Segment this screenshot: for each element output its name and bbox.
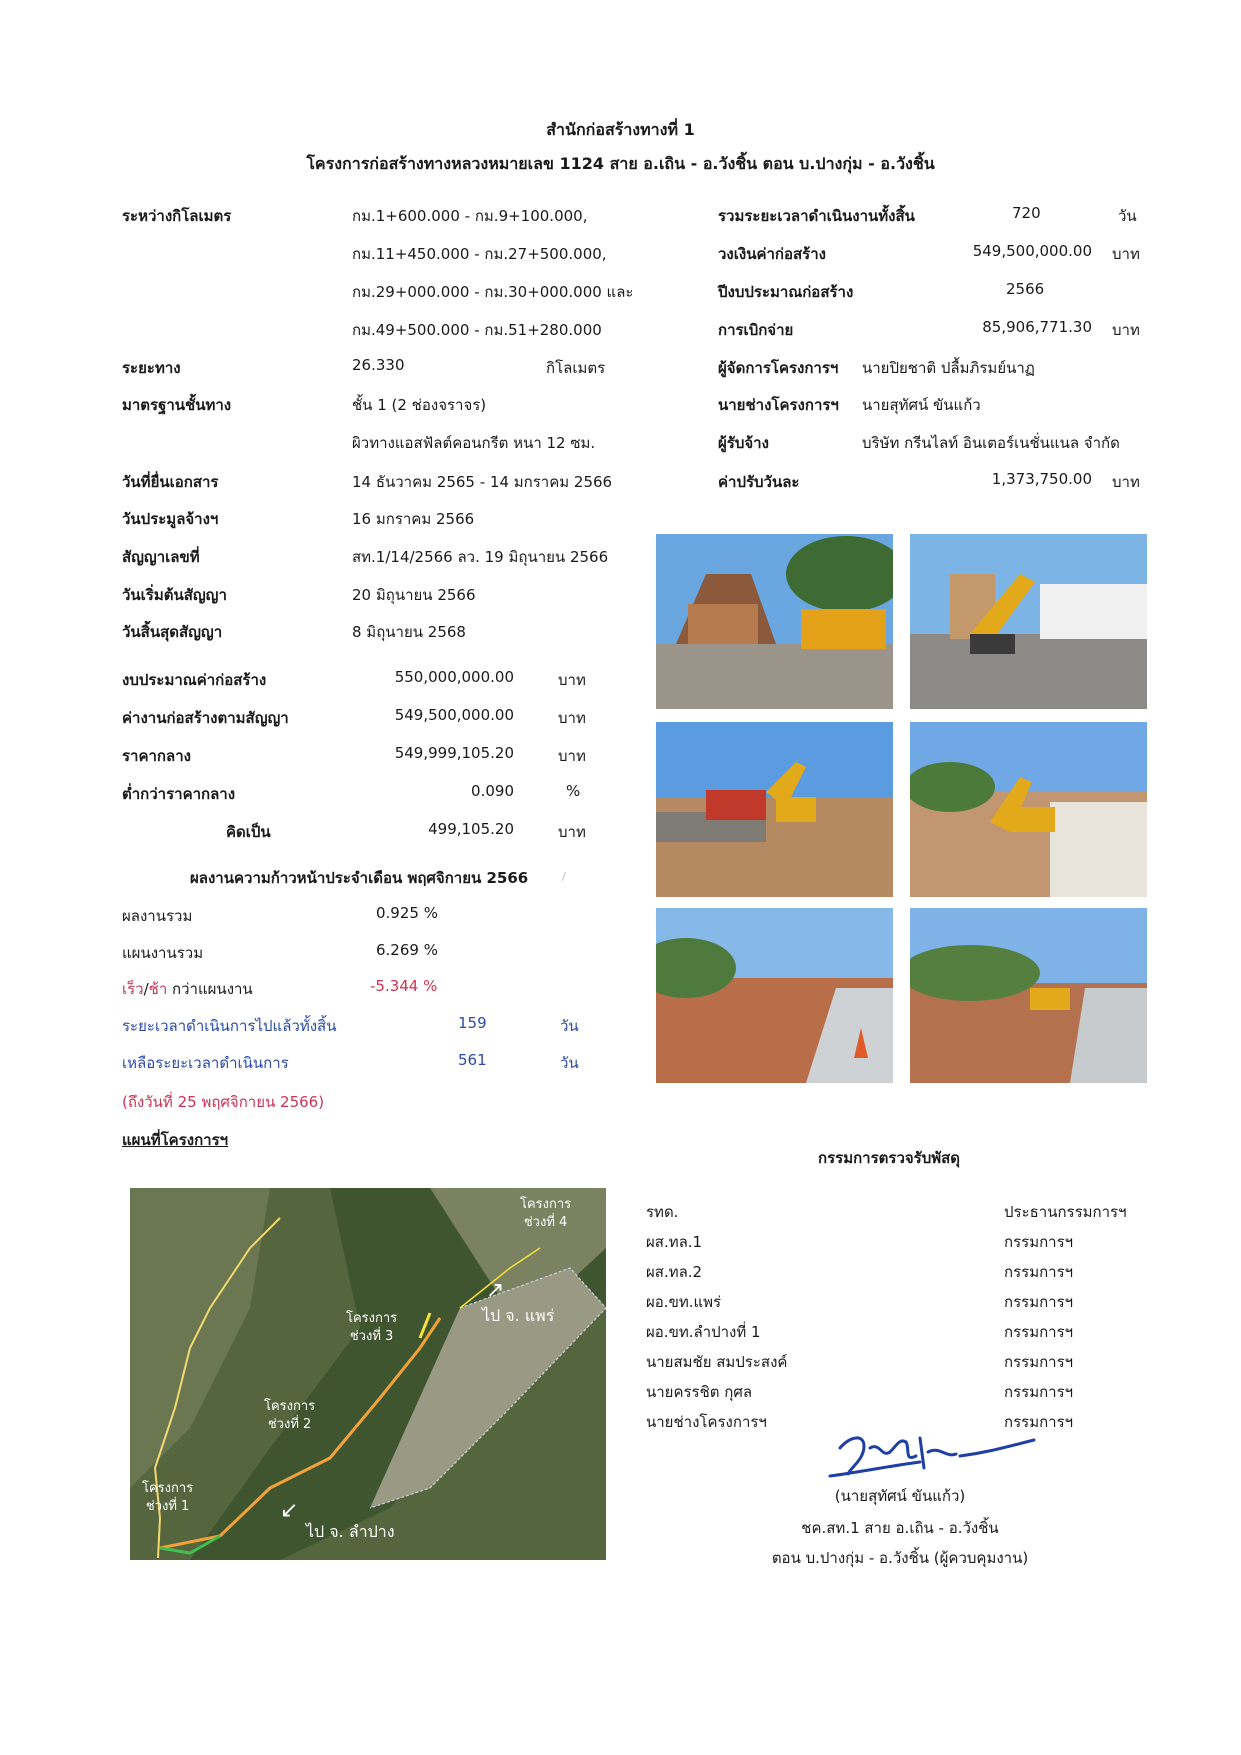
budget-row-value: 549,999,105.20 [394,744,514,762]
committee-member-name: นายครรชิต กุศล [646,1383,753,1401]
signer-name: (นายสุทัศน์ ขันแก้ว) [834,1487,966,1505]
progress-total-value: 0.925 % [376,904,438,922]
budget-row-label: คิดเป็น [226,823,271,841]
committee-member-name: รทด. [646,1203,679,1221]
map-label-line: โครงการ [264,1399,316,1414]
map-heading: แผนที่โครงการฯ [122,1131,229,1149]
committee-member-role: ประธานกรรมการฯ [1004,1203,1127,1221]
disburse-label: การเบิกจ่าย [718,321,794,339]
disburse-value: 85,906,771.30 [982,318,1092,336]
signer-title: ตอน บ.ปางกุ่ม - อ.วังชิ้น (ผู้ควบคุมงาน) [771,1549,1029,1567]
budget-row-value: 550,000,000.00 [394,668,514,686]
budget-row-label: งบประมาณค่าก่อสร้าง [122,671,267,689]
year-label: ปีงบประมาณก่อสร้าง [718,283,854,301]
contract-value: สท.1/14/2566 ลว. 19 มิถุนายน 2566 [352,548,609,566]
standard-label: มาตรฐานชั้นทาง [122,396,232,414]
distance-unit: กิโลเมตร [546,359,606,377]
standard-line: ชั้น 1 (2 ช่องจราจร) [352,396,487,414]
committee-member-name: ผส.ทล.1 [646,1233,703,1251]
budget-row-unit: บาท [558,709,586,727]
map-label-line: โครงการ [520,1197,572,1212]
site-photo [910,908,1147,1083]
km-line: กม.29+000.000 - กม.30+000.000 และ [352,283,634,301]
elapsed-label: ระยะเวลาดำเนินการไปแล้วทั้งสิ้น [122,1017,337,1035]
map-label-seg4 [520,1196,571,1232]
elapsed-unit: วัน [560,1017,579,1035]
remain-label: เหลือระยะเวลาดำเนินการ [122,1054,289,1072]
start-value: 20 มิถุนายน 2566 [352,586,476,604]
office-title: สำนักก่อสร้างทางที่ 1 [546,120,695,139]
site-photo [656,908,893,1083]
remain-unit: วัน [560,1054,579,1072]
manager-label: ผู้จัดการโครงการฯ [718,359,839,377]
fine-label: ค่าปรับวันละ [718,473,800,491]
bid-value: 16 มกราคม 2566 [352,510,475,528]
year-value: 2566 [1006,280,1045,298]
remain-value: 561 [458,1051,487,1069]
map-label-line: ช่วงที่ 1 [145,1499,190,1514]
committee-member-name: นายสมชัย สมประสงค์ [646,1353,788,1371]
committee-member-role: กรรมการฯ [1004,1353,1074,1371]
map-label-seg1 [142,1480,193,1516]
as-of-date: (ถึงวันที่ 25 พฤศจิกายน 2566) [122,1093,325,1111]
faster-word: เร็ว [122,980,144,998]
map-label-line: โครงการ [142,1481,194,1496]
manager-value: นายปิยชาติ ปลื้มภิรมย์นาฏ [862,359,1035,377]
budget-row-label: ต่ำกว่าราคากลาง [122,785,236,803]
end-value: 8 มิถุนายน 2568 [352,623,466,641]
start-label: วันเริ่มต้นสัญญา [122,586,227,604]
progress-title: ผลงานความก้าวหน้าประจำเดือน พฤศจิกายน 2566 [190,869,529,887]
arrow-up-right-icon: ↗ [486,1278,505,1303]
distance-label: ระยะทาง [122,359,181,377]
committee-member-role: กรรมการฯ [1004,1263,1074,1281]
progress-plan-label: แผนงานรวม [122,944,204,962]
duration-unit: วัน [1118,207,1137,225]
contractor-label: ผู้รับจ้าง [718,434,769,452]
km-label: ระหว่างกิโลเมตร [122,207,232,225]
distance-value: 26.330 [352,356,405,374]
progress-total-label: ผลงานรวม [122,907,193,925]
budget-value: 549,500,000.00 [972,242,1092,260]
slash: / [143,980,149,998]
engineer-value: นายสุทัศน์ ขันแก้ว [862,396,981,414]
budget-row-label: ค่างานก่อสร้างตามสัญญา [122,709,289,727]
km-line: กม.11+450.000 - กม.27+500.000, [352,245,607,263]
committee-member-name: ผอ.ขท.แพร่ [646,1293,722,1311]
committee-member-role: กรรมการฯ [1004,1233,1074,1251]
committee-heading: กรรมการตรวจรับพัสดุ [818,1149,961,1167]
progress-diff-value: -5.344 % [370,977,438,995]
standard-line: ผิวทางแอสฟัลต์คอนกรีต หนา 12 ซม. [352,434,596,452]
committee-member-role: กรรมการฯ [1004,1293,1074,1311]
arrow-down-left-icon: ↙ [280,1498,299,1523]
end-label: วันสิ้นสุดสัญญา [122,623,223,641]
map-label-line: ช่วงที่ 3 [349,1329,394,1344]
map-label-to-phrae: ไป จ. แพร่ [482,1306,555,1325]
budget-unit: บาท [1112,245,1140,263]
signature-image [820,1418,1040,1488]
signer-title: ชค.สท.1 สาย อ.เถิน - อ.วังชิ้น [801,1519,999,1537]
submit-label: วันที่ยื่นเอกสาร [122,473,219,491]
map-label-to-lampang: ไป จ. ลำปาง [306,1522,395,1541]
committee-member-role: กรรมการฯ [1004,1383,1074,1401]
budget-row-unit: % [566,782,581,800]
budget-row-unit: บาท [558,747,586,765]
check-mark: / [562,870,566,883]
bid-label: วันประมูลจ้างฯ [122,510,219,528]
km-line: กม.49+500.000 - กม.51+280.000 [352,321,602,339]
budget-row-label: ราคากลาง [122,747,191,765]
budget-row-unit: บาท [558,823,586,841]
progress-diff-label [122,977,253,1001]
budget-row-value: 0.090 [471,782,514,800]
contractor-value: บริษัท กรีนไลท์ อินเตอร์เนชั่นแนล จำกัด [862,434,1120,452]
duration-value: 720 [1012,204,1041,222]
project-map [130,1188,606,1560]
map-label-line: ช่วงที่ 4 [523,1215,568,1230]
km-line: กม.1+600.000 - กม.9+100.000, [352,207,588,225]
map-label-line: ช่วงที่ 2 [267,1417,312,1432]
site-photo [656,534,893,709]
fine-value: 1,373,750.00 [991,470,1092,488]
than-plan: กว่าแผนงาน [167,980,253,998]
committee-member-name: นายช่างโครงการฯ [646,1413,767,1431]
submit-value: 14 ธันวาคม 2565 - 14 มกราคม 2566 [352,473,613,491]
committee-member-role: กรรมการฯ [1004,1413,1074,1431]
progress-plan-value: 6.269 % [376,941,438,959]
committee-member-name: ผส.ทล.2 [646,1263,703,1281]
site-photo [910,722,1147,897]
budget-label: วงเงินค่าก่อสร้าง [718,245,826,263]
disburse-unit: บาท [1112,321,1140,339]
committee-member-name: ผอ.ขท.ลำปางที่ 1 [646,1323,761,1341]
slower-word: ช้า [148,980,168,998]
project-title: โครงการก่อสร้างทางหลวงหมายเลข 1124 สาย อ.เถิน - อ.วังชิ้น ตอน บ.ปางกุ่ม - อ.วังชิ้น [306,154,935,173]
duration-label: รวมระยะเวลาดำเนินงานทั้งสิ้น [718,207,915,225]
elapsed-value: 159 [458,1014,487,1032]
engineer-label: นายช่างโครงการฯ [718,396,839,414]
contract-label: สัญญาเลขที่ [122,548,200,566]
map-label-line: โครงการ [346,1311,398,1326]
fine-unit: บาท [1112,473,1140,491]
committee-member-role: กรรมการฯ [1004,1323,1074,1341]
budget-row-value: 499,105.20 [428,820,514,838]
budget-row-value: 549,500,000.00 [394,706,514,724]
site-photo [656,722,893,897]
budget-row-unit: บาท [558,671,586,689]
map-label-seg3 [346,1310,397,1346]
site-photo [910,534,1147,709]
map-label-seg2 [264,1398,315,1434]
